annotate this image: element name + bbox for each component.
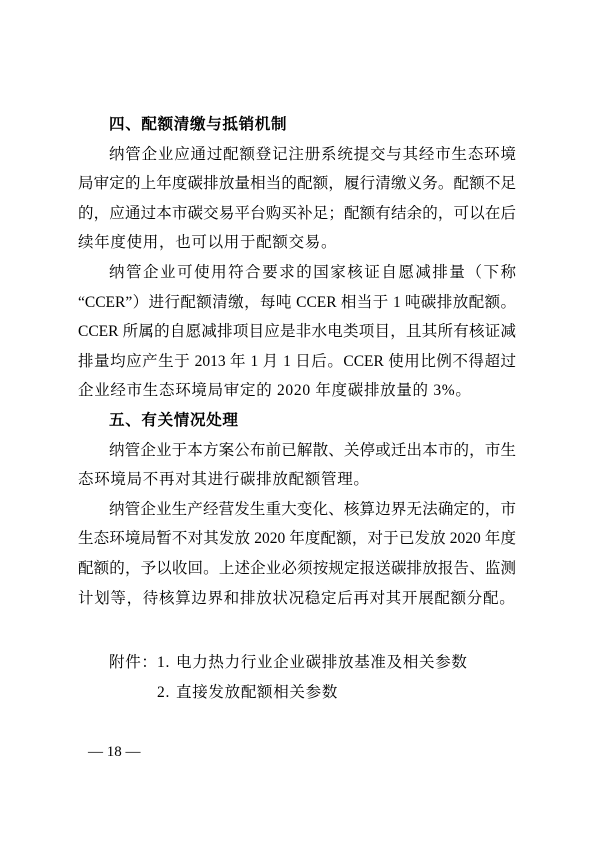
- paragraph-line: 纳管企业生产经营发生重大变化、核算边界无法确定的，市: [109, 500, 516, 518]
- paragraph-line: 局审定的上年度碳排放量相当的配额，履行清缴义务。配额不足: [78, 175, 516, 193]
- attachments-label: 附件：: [109, 654, 158, 671]
- attachment-item: [157, 678, 468, 708]
- paragraph-line: 态环境局不再对其进行碳排放配额管理。: [78, 471, 370, 489]
- document-body: [78, 110, 516, 613]
- paragraph: [78, 495, 516, 613]
- paragraph-line: 纳管企业可使用符合要求的国家核证自愿减排量（下称: [109, 263, 516, 281]
- attachment-title: 电力热力行业企业碳排放基准及相关参数: [176, 654, 468, 671]
- attachments-list: [109, 648, 468, 708]
- attachment-number: 1.: [157, 654, 171, 671]
- paragraph-line: “CCER”）进行配额清缴，每吨 CCER 相当于 1 吨碳排放配额。: [78, 293, 516, 311]
- attachment-number: 2.: [157, 684, 171, 701]
- paragraph: [78, 436, 516, 495]
- paragraph-line: 的，应通过本市碳交易平台购买补足；配额有结余的，可以在后: [78, 204, 516, 222]
- paragraph-line: 配额的，予以收回。上述企业必须按规定报送碳排放报告、监测: [78, 559, 516, 577]
- paragraph-line: 计划等，待核算边界和排放状况稳定后再对其开展配额分配。: [78, 589, 516, 607]
- attachment-title: 直接发放配额相关参数: [176, 684, 339, 701]
- paragraph-line: 生态环境局暂不对其发放 2020 年度配额，对于已发放 2020 年度: [78, 530, 516, 548]
- section-heading: 四、配额清缴与抵销机制: [109, 116, 288, 133]
- paragraph-line: 纳管企业应通过配额登记注册系统提交与其经市生态环境: [109, 145, 516, 163]
- paragraph-line: 排量均应产生于 2013 年 1 月 1 日后。CCER 使用比例不得超过: [78, 352, 516, 370]
- paragraph: [78, 258, 516, 406]
- paragraph-line: 续年度使用，也可以用于配额交易。: [78, 234, 338, 252]
- paragraph-line: 企业经市生态环境局审定的 2020 年度碳排放量的 3%。: [78, 382, 472, 400]
- paragraph: [78, 140, 516, 258]
- paragraph-line: 纳管企业于本方案公布前已解散、关停或迁出本市的，市生: [109, 441, 516, 459]
- paragraph-line: CCER 所属的自愿减排项目应是非水电类项目，且其所有核证减: [78, 323, 516, 341]
- page-number: — 18 —: [88, 744, 141, 760]
- attachment-item: [157, 648, 468, 678]
- section-heading: 五、有关情况处理: [109, 411, 239, 429]
